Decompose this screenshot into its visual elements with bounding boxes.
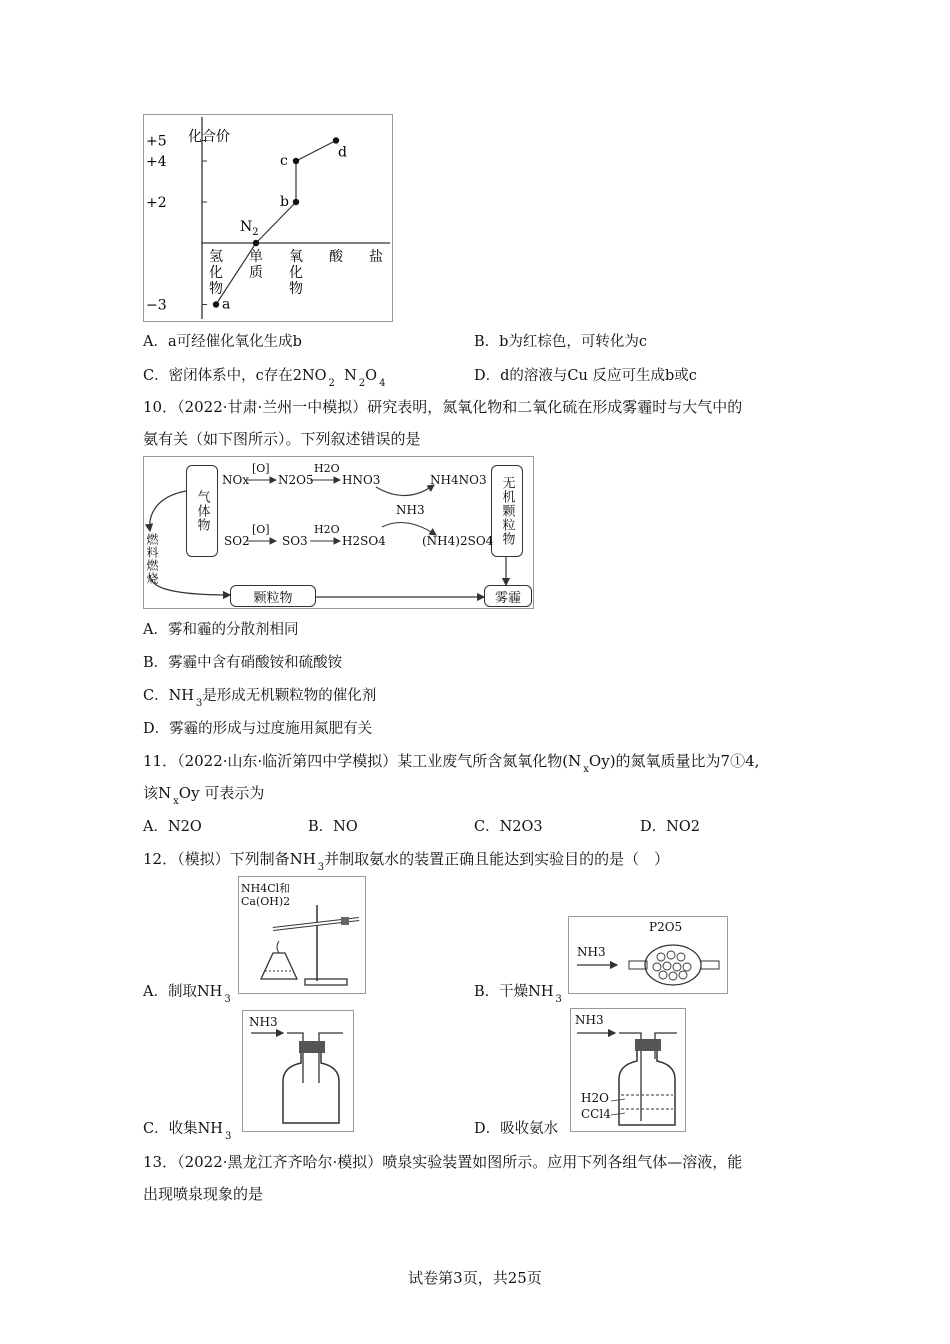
apparatus-d-absorption [570, 1008, 686, 1132]
y-tick-label: +2 [146, 195, 167, 211]
q9-option-c: C．密闭体系中，c存在2NO $_2$ N $_2$O $_4$ [143, 368, 386, 389]
inorganic-particles-box: 无机颗粒物 [491, 465, 523, 557]
q12-stem: 12．（模拟）下列制备NH $_3$并制取氨水的装置正确且能达到实验目的的是（ ） [143, 850, 670, 873]
apparatus-a-heating [238, 876, 366, 994]
chart-connector [256, 202, 296, 243]
q12-option-a: A．制取NH $_3$ [143, 984, 231, 1005]
q11-stem-line2: 该N $_x$Oy 可表示为 [143, 784, 265, 807]
q11-stem-line1: 11．（2022·山东·临沂第四中学模拟）某工业废气所含氮氧化物(N $_x$Oy)的氮氧质量比为7①4, [143, 752, 760, 775]
hno3-label: HNO3 [342, 473, 381, 487]
data-label-d: d [338, 144, 347, 161]
apparatus-c-collection [242, 1010, 354, 1132]
water-label-1: H2O [314, 462, 340, 475]
y-tick-label: +4 [146, 154, 167, 170]
nh4no3-label: NH4NO3 [430, 473, 487, 487]
q9-option-d: D．d的溶液与Cu 反应可生成b或c [474, 368, 697, 384]
q10-option-d: D．雾霾的形成与过度施用氮肥有关 [143, 721, 373, 737]
chart-marks [213, 137, 347, 312]
q10-option-c: C．NH $_3$是形成无机颗粒物的催化剂 [143, 688, 377, 709]
valence-chart [143, 114, 393, 322]
n2o5-label: N2O5 [278, 473, 314, 487]
so2-label: SO2 [224, 534, 250, 548]
apparatus-b-drying [568, 916, 728, 994]
data-point-b [293, 199, 299, 205]
nh42so4-label: (NH4)2SO4 [422, 534, 494, 548]
q11-option-b: B．NO [308, 819, 358, 835]
q12-option-c: C．收集NH $_3$ [143, 1121, 232, 1142]
q10-stem-line1: 10．（2022·甘肃·兰州一中模拟）研究表明，氮氧化物和二氧化硫在形成雾霾时与大气中的 [143, 398, 743, 416]
b-reagent: P2O5 [649, 920, 683, 934]
x-category-label: 酸 [329, 249, 343, 265]
q12-option-b: B．干燥NH $_3$ [474, 984, 562, 1005]
x-category-label: 氧 [289, 249, 303, 265]
gas-box: 气体物 [186, 465, 218, 557]
haze-box: 雾霾 [484, 585, 532, 607]
d-ccl4: CCl4 [581, 1107, 611, 1121]
c-gas: NH3 [249, 1015, 278, 1029]
data-label-c: c [280, 153, 288, 169]
x-category-label: 化 [209, 265, 223, 281]
chart-connector [296, 141, 336, 162]
x-category-label: 氢 [209, 249, 223, 265]
q9-option-b: B．b为红棕色，可转化为c [474, 334, 648, 350]
q11-option-a: A．N2O [143, 819, 202, 835]
q10-option-b: B．雾霾中含有硝酸铵和硫酸铵 [143, 655, 343, 671]
nox-label: NOx [222, 473, 250, 487]
data-label-a: a [222, 296, 231, 313]
a-reagent-1: NH4Cl和 [241, 882, 291, 895]
y-tick-label: +5 [146, 133, 167, 150]
q9-option-a: A．a可经催化氧化生成b [143, 334, 302, 350]
a-reagent-2: Ca(OH)2 [241, 895, 291, 908]
x-category-label: 物 [289, 281, 303, 297]
d-water: H2O [581, 1091, 609, 1105]
x-category-label: 盐 [369, 249, 383, 265]
q11-option-c: C．N2O3 [474, 819, 543, 835]
q10-stem-line2: 氨有关（如下图所示）。下列叙述错误的是 [143, 430, 421, 448]
data-point-N2 [253, 240, 259, 246]
fuel-label: 燃料燃烧 [145, 533, 159, 585]
data-label-N2: $N_2$ [240, 219, 259, 238]
h2so4-label: H2SO4 [342, 534, 386, 548]
data-point-c [293, 158, 299, 164]
x-category-label: 单 [249, 249, 263, 265]
data-point-d [333, 137, 339, 143]
haze-formation-diagram [143, 456, 534, 609]
particles-box: 颗粒物 [230, 585, 316, 607]
b-gas: NH3 [577, 945, 606, 959]
y-tick-label: −3 [146, 297, 167, 314]
data-label-b: b [280, 194, 289, 210]
oxidant-label-2: [O] [252, 523, 270, 536]
nh3-label: NH3 [396, 503, 425, 517]
water-label-2: H2O [314, 523, 340, 536]
q12-option-d: D．吸收氨水 [474, 1121, 559, 1137]
x-category-label: 物 [209, 281, 223, 297]
page-footer: 试卷第3页，共25页 [408, 1269, 542, 1287]
q13-stem-line1: 13．（2022·黑龙江齐齐哈尔·模拟）喷泉实验装置如图所示。应用下列各组气体—溶液，能 [143, 1153, 743, 1171]
q13-stem-line2: 出现喷泉现象的是 [143, 1185, 264, 1203]
so3-label: SO3 [282, 534, 308, 548]
q11-option-d: D．NO2 [640, 819, 700, 835]
d-gas: NH3 [575, 1013, 604, 1027]
data-point-a [213, 301, 219, 307]
x-category-label: 质 [249, 265, 263, 281]
y-axis-label: 化合价 [188, 129, 230, 145]
chart-axes [146, 117, 390, 319]
x-category-label: 化 [289, 265, 303, 281]
oxidant-label-1: [O] [252, 462, 270, 475]
q10-option-a: A．雾和霾的分散剂相同 [143, 622, 299, 638]
